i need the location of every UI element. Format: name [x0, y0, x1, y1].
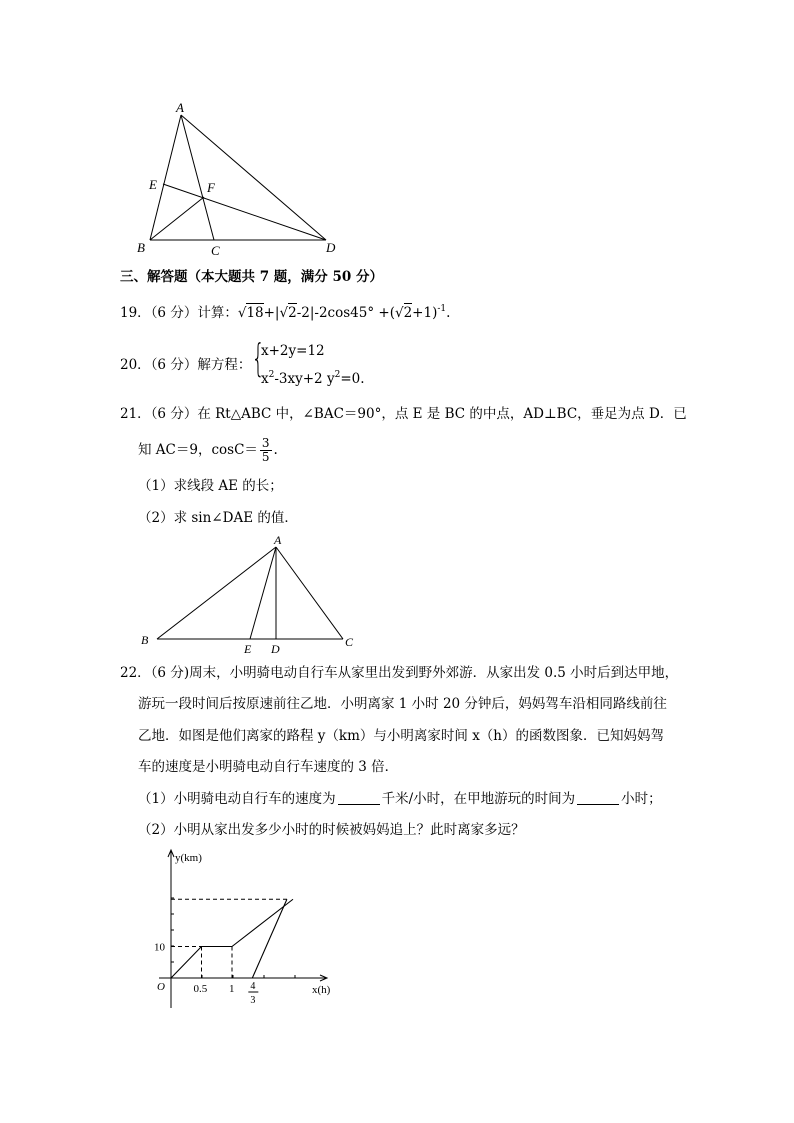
question-22-line1 — [120, 664, 678, 682]
q19-term-a: 18 — [246, 305, 264, 321]
fraction-numerator: 3 — [261, 436, 270, 450]
label-b: B — [137, 240, 145, 255]
q22-text-1: （6 分)周末，小明骑电动自行车从家里出发到野外郊游．从家出发 0.5 小时后到达甲地， — [150, 665, 679, 681]
q20-eq2-sup2: 2 — [334, 370, 341, 380]
answer-blank-speed[interactable] — [338, 791, 380, 805]
q20-eq2-c: =0 — [340, 371, 361, 387]
series-line-mother — [252, 899, 287, 978]
q22-sub1-c: 小时； — [621, 791, 662, 807]
y-tick-label: 10 — [154, 941, 165, 954]
x-axis-label: x(h) — [312, 984, 331, 996]
q20-end: . — [360, 371, 365, 387]
q21-end: . — [273, 442, 278, 458]
q19-term-f: +1) — [412, 305, 438, 321]
q20-eq2-a: x — [261, 371, 269, 387]
q19-term-d: -2|-2cos45° +( — [296, 305, 395, 321]
segment-ac — [276, 547, 343, 639]
y-axis-label: y(km) — [175, 852, 202, 864]
section-header: 三、解答题（本大题共 7 题，满分 50 分） — [120, 269, 383, 285]
q19-term-b: +| — [263, 305, 280, 321]
q22-text-4: 车的速度是小明骑电动自行车速度的 3 倍． — [138, 759, 399, 775]
question-21-line1 — [120, 405, 687, 423]
q20-eq2-sup: 2 — [268, 370, 275, 380]
segment-ed — [163, 184, 326, 240]
label-a: A — [274, 533, 282, 547]
sqrt-icon: √ — [237, 305, 247, 321]
x-tick-label: 0.5 — [193, 983, 208, 995]
label-e: E — [149, 177, 157, 192]
q22-number: 22． — [120, 665, 151, 681]
question-20-label — [120, 356, 251, 374]
segment-ab — [157, 547, 276, 639]
label-a: A — [176, 100, 184, 115]
brace-icon: { — [251, 336, 265, 380]
q22-sub2: （2）小明从家出发多少小时的时候被妈妈追上？此时离家多远？ — [138, 822, 525, 838]
q20-number: 20． — [120, 357, 151, 373]
label-d: D — [271, 642, 280, 655]
segment-ac — [181, 115, 214, 240]
q19-exponent: -1 — [437, 304, 447, 314]
q22-text-2: 游玩一段时间后按原速前往乙地．小明离家 1 小时 20 分钟后，妈妈驾车沿相同路线前往 — [138, 696, 667, 712]
label-c: C — [211, 243, 220, 258]
q20-equation-2 — [261, 370, 365, 390]
q20-eq2-b: -3xy+2 y — [274, 371, 335, 387]
series-line-xiaoming — [171, 899, 293, 978]
label-d: D — [326, 240, 336, 255]
label-e: E — [244, 642, 252, 655]
q22-text-3: 乙地．如图是他们离家的路程 y（km）与小明离家时间 x（h）的函数图象．已知妈妈驾 — [138, 728, 664, 744]
q19-number: 19． — [120, 305, 151, 321]
x-tick-label: 1 — [229, 983, 235, 995]
q21-text-2: 知 AC＝9，cosC＝ — [138, 442, 258, 458]
answer-blank-time[interactable] — [577, 791, 619, 805]
q21-sub1: （1）求线段 AE 的长； — [138, 478, 283, 494]
figure-triangle-abc — [136, 533, 368, 655]
q22-sub1 — [138, 790, 662, 808]
q19-prompt: （6 分）计算： — [150, 305, 238, 321]
sqrt-icon: √ — [279, 305, 289, 321]
q22-sub1-a: （1）小明骑电动自行车的速度为 — [138, 791, 336, 807]
q21-number: 21． — [120, 406, 151, 422]
x-tick-label-denominator: 3 — [250, 995, 256, 1006]
segment-ad — [181, 115, 326, 240]
segment-bf — [150, 197, 204, 240]
segment-ae — [250, 547, 276, 639]
figure-triangle-abd — [130, 98, 350, 260]
label-c: C — [345, 635, 354, 649]
q22-sub1-b: 千米/小时，在甲地游玩的时间为 — [381, 791, 576, 807]
question-21-line2 — [138, 436, 278, 464]
origin-label: O — [157, 981, 165, 993]
sqrt-icon: √ — [394, 305, 404, 321]
q21-sub2: （2）求 sin∠DAE 的值． — [138, 510, 298, 526]
label-b: B — [141, 633, 149, 647]
q21-fraction — [260, 437, 272, 464]
q19-end: . — [446, 305, 451, 321]
label-f: F — [207, 180, 215, 195]
q19-term-e: 2 — [403, 305, 413, 321]
fraction-denominator: 5 — [261, 450, 270, 464]
x-tick-label-numerator: 4 — [250, 981, 256, 992]
q21-text-1: （6 分）在 Rt△ABC 中，∠BAC＝90°，点 E 是 BC 的中点，AD⊥BC，垂足为点 D．已 — [150, 406, 687, 422]
q19-term-c: 2 — [288, 305, 297, 321]
question-19 — [120, 304, 450, 324]
q20-equation-1: x+2y=12 — [261, 343, 325, 359]
distance-time-chart — [140, 845, 350, 1015]
q20-prompt: （6 分）解方程： — [150, 357, 252, 373]
